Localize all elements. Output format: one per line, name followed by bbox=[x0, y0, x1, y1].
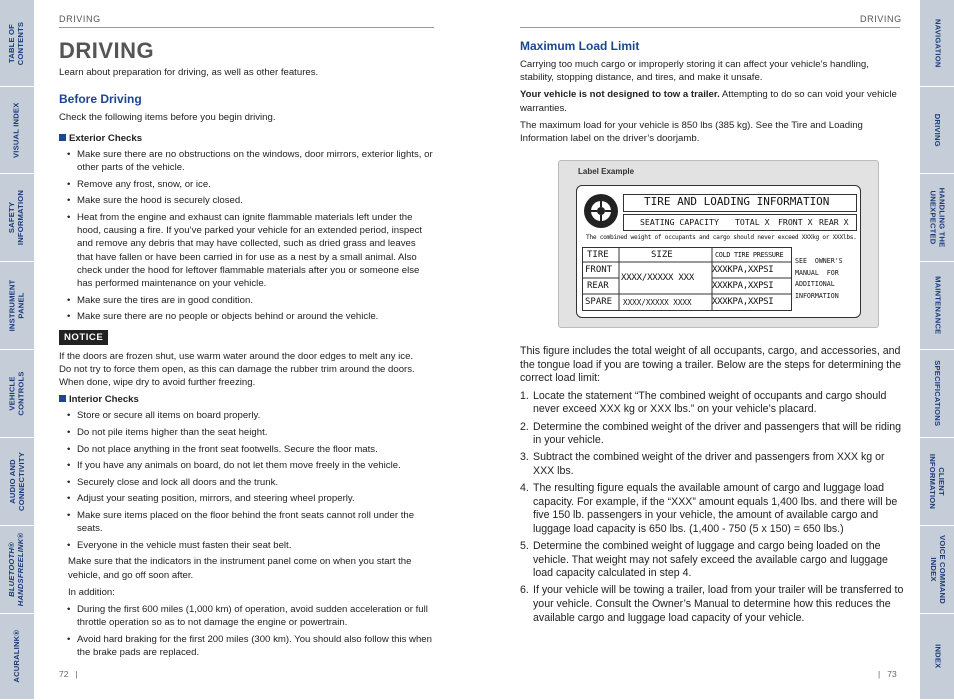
exterior-checks-list bbox=[59, 148, 433, 323]
in-addition-text: In addition: bbox=[68, 586, 115, 598]
steps-intro: This figure includes the total weight of all occupants, cargo, and accessories, and the tongue load if you are towing a trailer. Below are the steps for determining the correct load limit: bbox=[520, 345, 902, 385]
interior-checks-list bbox=[59, 409, 433, 552]
tab-label: NAVIGATION bbox=[933, 18, 943, 68]
list-item: • Make sure items placed on the floor behind the front seats cannot roll under the seats. bbox=[59, 509, 433, 535]
load-limit-steps bbox=[520, 390, 904, 625]
size-spare: XXXX/XXXXX XXXX bbox=[623, 298, 692, 307]
tab-label: AUDIO AND CONNECTIVITY bbox=[7, 452, 25, 511]
pressure-front: XXXKPA,XXPSI bbox=[712, 265, 774, 275]
list-item: • Store or secure all items on board properly. bbox=[59, 409, 433, 422]
tab-visual-index[interactable] bbox=[0, 87, 34, 174]
figure-caption: Label Example bbox=[578, 167, 635, 176]
tab-maintenance[interactable] bbox=[920, 262, 954, 350]
interior-checks-heading: Interior Checks bbox=[59, 394, 433, 405]
col-cold-tire-pressure: COLD TIRE PRESSURE bbox=[715, 251, 784, 259]
tab-table-of-contents[interactable] bbox=[0, 0, 34, 87]
col-size: SIZE bbox=[651, 250, 673, 260]
tire-loading-label bbox=[576, 185, 861, 318]
section-heading-before-driving: Before Driving bbox=[59, 92, 142, 106]
list-item: 3. Subtract the combined weight of the driver and passengers from XXX kg or XXX lbs. bbox=[520, 451, 885, 477]
list-item: • If you have any animals on board, do not let them move freely in the vehicle. bbox=[59, 459, 433, 472]
tab-label: ACURALINK® bbox=[11, 630, 21, 683]
tab-bluetooth-handsfreelink[interactable] bbox=[0, 526, 34, 614]
seating-capacity-text: SEATING CAPACITY bbox=[640, 217, 719, 227]
tab-label: VEHICLE CONTROLS bbox=[7, 371, 25, 416]
load-paragraph-3: The maximum load for your vehicle is 850 lbs (385 kg). See the Tire and Loading Information label on the driver’s doorjamb. bbox=[520, 119, 863, 145]
list-item: • During the first 600 miles (1,000 km) of operation, avoid sudden acceleration or full throttle operation so as to not damage the engine or powertrain. bbox=[59, 603, 433, 629]
seating-total: TOTAL X bbox=[735, 217, 770, 227]
right-section-tabs bbox=[920, 0, 954, 699]
list-item: • Securely close and lock all doors and the trunk. bbox=[59, 476, 433, 489]
list-item: 4. The resulting figure equals the available amount of cargo and luggage load capacity. For example, if the “XXX” amount equals 1,400 lbs. and there will be five 150 lb. passengers in your vehicle, the amount of available cargo and luggage load capacity is 650 lbs. (1,400 - 750 (5 x 150) = 650 lbs.) bbox=[520, 482, 898, 535]
addition-list bbox=[59, 603, 433, 659]
seating-front: FRONT X bbox=[778, 217, 813, 227]
list-item: • Everyone in the vehicle must fasten their seat belt. bbox=[59, 539, 433, 552]
page-intro: Learn about preparation for driving, as well as other features. bbox=[59, 67, 319, 78]
tab-label: MAINTENANCE bbox=[933, 276, 943, 335]
left-column bbox=[59, 133, 433, 663]
square-bullet-icon bbox=[59, 395, 66, 402]
row-rear: REAR bbox=[587, 281, 609, 291]
list-item: 6. If your vehicle will be towing a trailer, load from your trailer will be transferred to your vehicle. Consult the Owner’s Manual to determine how this reduces the available cargo and luggage load capacity of your vehicle. bbox=[520, 584, 904, 624]
label-title: TIRE AND LOADING INFORMATION bbox=[644, 195, 830, 208]
size-front-rear: XXXX/XXXXX XXX bbox=[621, 273, 695, 283]
tire-icon bbox=[582, 190, 620, 232]
seating-rear: REAR X bbox=[819, 217, 849, 227]
pressure-spare: XXXKPA,XXPSI bbox=[712, 297, 774, 307]
tab-label: SAFETY INFORMATION bbox=[7, 189, 25, 246]
right-page-number: | 73 bbox=[878, 669, 897, 679]
section-heading-maximum-load-limit: Maximum Load Limit bbox=[520, 39, 640, 53]
list-item: • Do not place anything in the front seat footwells. Secure the floor mats. bbox=[59, 443, 433, 456]
list-item: • Make sure there are no people or objects behind or around the vehicle. bbox=[59, 310, 433, 323]
tab-label: VISUAL INDEX bbox=[11, 102, 21, 158]
see-owners-manual: SEE OWNER'S MANUAL FOR ADDITIONAL INFORMATION bbox=[795, 257, 843, 300]
tab-label: VOICE COMMAND INDEX bbox=[929, 535, 947, 604]
tab-label: SPECIFICATIONS bbox=[933, 360, 943, 427]
list-item: • Make sure the hood is securely closed. bbox=[59, 194, 433, 207]
left-section-tabs bbox=[0, 0, 34, 699]
tab-handling-the-unexpected[interactable] bbox=[920, 174, 954, 262]
list-item: • Avoid hard braking for the first 200 miles (300 km). You should also follow this when the brake pads are replaced. bbox=[59, 633, 433, 659]
indicator-text: Make sure that the indicators in the instrument panel come on when you start the vehicle, and go off soon after. bbox=[68, 556, 412, 581]
exterior-checks-heading: Exterior Checks bbox=[59, 133, 433, 144]
tab-label: HANDLING THE UNEXPECTED bbox=[929, 187, 947, 248]
tab-label: TABLE OF CONTENTS bbox=[7, 21, 25, 65]
notice-text: If the doors are frozen shut, use warm water around the door edges to melt any ice. Do not try to force them open, as this can damage the rubber trim around the doors. When done, wipe dry to avoid further freezing. bbox=[59, 350, 415, 389]
list-item: • Adjust your seating position, mirrors, and steering wheel properly. bbox=[59, 492, 433, 505]
row-spare: SPARE bbox=[585, 297, 613, 307]
combined-weight-statement: The combined weight of occupants and cargo should never exceed XXXkg or XXXlbs. bbox=[586, 234, 857, 241]
load-paragraph-2: Your vehicle is not designed to tow a trailer. Attempting to do so can void your vehicle warranties. bbox=[520, 89, 897, 114]
list-item: • Make sure there are no obstructions on the windows, door mirrors, exterior lights, or other parts of the vehicle. bbox=[59, 148, 433, 174]
row-front: FRONT bbox=[585, 265, 613, 275]
tab-driving[interactable] bbox=[920, 87, 954, 174]
notice-badge: NOTICE bbox=[59, 330, 108, 345]
load-paragraph-1: Carrying too much cargo or improperly storing it can affect your vehicle’s handling, stability, stopping distance, and tires, and make it unsafe. bbox=[520, 59, 869, 84]
tab-index[interactable] bbox=[920, 614, 954, 700]
tab-client-information[interactable] bbox=[920, 438, 954, 526]
list-item: • Heat from the engine and exhaust can ignite flammable materials left under the hood, causing a fire. If you’ve parked your vehicle for an extended period, inspect and remove any debris that may have collected, such as dried grass and leaves that have fallen or have been carried in for use as a nest by a small animal. Also check under the hood for leftover flammable materials after you or someone else has performed maintenance on your vehicle. bbox=[59, 211, 433, 290]
tab-vehicle-controls[interactable] bbox=[0, 350, 34, 438]
square-bullet-icon bbox=[59, 134, 66, 141]
list-item: 5. Determine the combined weight of luggage and cargo being loaded on the vehicle. That weight may not safely exceed the available cargo and luggage load capacity calculated in step 4. bbox=[520, 540, 888, 580]
tab-voice-command-index[interactable] bbox=[920, 526, 954, 614]
list-item: • Make sure the tires are in good condition. bbox=[59, 294, 433, 307]
right-running-head: DRIVING bbox=[860, 14, 902, 24]
label-example-figure bbox=[558, 160, 879, 328]
left-page-number: 72 | bbox=[59, 669, 78, 679]
right-intro-block bbox=[520, 58, 902, 145]
tab-acuralink[interactable] bbox=[0, 614, 34, 700]
list-item: 2. Determine the combined weight of the driver and passengers that will be riding in your vehicle. bbox=[520, 420, 902, 447]
tab-navigation[interactable] bbox=[920, 0, 954, 87]
left-running-head: DRIVING bbox=[59, 14, 101, 24]
list-item: • Do not pile items higher than the seat height. bbox=[59, 426, 433, 439]
list-item: • Remove any frost, snow, or ice. bbox=[59, 178, 433, 191]
tab-label: INDEX bbox=[933, 644, 943, 669]
tab-label: CLIENT INFORMATION bbox=[929, 453, 947, 510]
tab-label: INSTRUMENT PANEL bbox=[7, 279, 25, 332]
tab-instrument-panel[interactable] bbox=[0, 262, 34, 350]
tab-label: BLUETOOTH® HANDSFREELINK® bbox=[7, 532, 25, 607]
tab-label: DRIVING bbox=[933, 113, 943, 147]
right-steps-block bbox=[520, 345, 904, 629]
tab-safety-information[interactable] bbox=[0, 174, 34, 262]
tab-specifications[interactable] bbox=[920, 350, 954, 438]
tab-audio-and-connectivity[interactable] bbox=[0, 438, 34, 526]
pressure-rear: XXXKPA,XXPSI bbox=[712, 281, 774, 291]
right-header-rule bbox=[520, 27, 900, 28]
page-title: DRIVING bbox=[59, 38, 155, 63]
section-intro: Check the following items before you begin driving. bbox=[59, 112, 276, 123]
list-item: 1. Locate the statement “The combined weight of occupants and cargo should never exceed XXX kg or XXX lbs.” on your vehicle’s placard. bbox=[520, 389, 887, 416]
col-tire: TIRE bbox=[587, 250, 609, 260]
left-header-rule bbox=[59, 27, 434, 28]
